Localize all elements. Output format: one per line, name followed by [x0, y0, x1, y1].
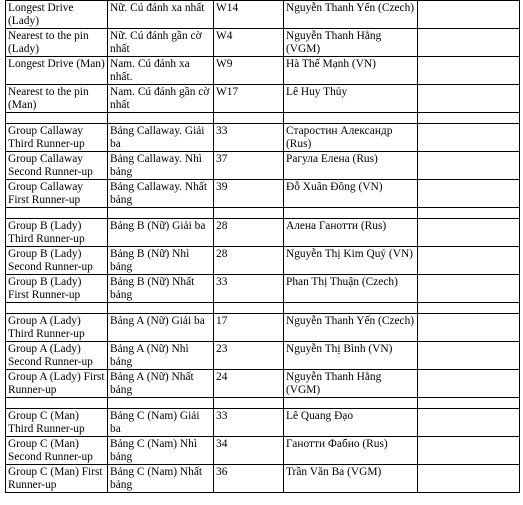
- winner-cell: [284, 124, 418, 152]
- award-en-cell: [6, 437, 108, 465]
- table-row: [6, 247, 520, 275]
- award-en-text: Group A (Lady) First Runner-up: [8, 371, 105, 396]
- award-en-cell: [6, 29, 108, 57]
- separator-cell: [418, 303, 520, 314]
- score-text: 34: [216, 438, 228, 450]
- blank-cell: [418, 465, 520, 493]
- score-cell: [214, 465, 284, 493]
- award-vi-cell: [108, 219, 214, 247]
- winner-cell: [284, 152, 418, 180]
- winner-text: Nguyễn Thanh Yến (Czech): [286, 315, 415, 327]
- score-text: 33: [216, 276, 228, 288]
- winner-cell: [284, 409, 418, 437]
- winner-text: Nguyễn Thị Bình (VN): [286, 343, 393, 355]
- award-en-text: Group Callaway Second Runner-up: [8, 153, 93, 178]
- separator-row: [6, 398, 520, 409]
- blank-cell: [418, 85, 520, 113]
- award-vi-cell: [108, 247, 214, 275]
- award-en-cell: [6, 465, 108, 493]
- award-vi-cell: [108, 314, 214, 342]
- award-vi-cell: [108, 409, 214, 437]
- winner-cell: [284, 465, 418, 493]
- award-en-text: Group C (Man) Second Runner-up: [8, 438, 93, 463]
- award-vi-text: Bảng C (Nam) Nhất bảng: [110, 466, 203, 491]
- winner-text: Phan Thị Thuận (Czech): [286, 276, 398, 288]
- award-en-cell: [6, 409, 108, 437]
- award-vi-cell: [108, 1, 214, 29]
- table-row: [6, 275, 520, 303]
- award-en-text: Group B (Lady) First Runner-up: [8, 276, 82, 301]
- score-text: 28: [216, 248, 228, 260]
- winner-text: Nguyễn Thanh Yến (Czech): [286, 2, 415, 14]
- winner-cell: [284, 275, 418, 303]
- award-vi-text: Bảng A (Nữ) Nhất bảng: [110, 371, 194, 396]
- score-text: 17: [216, 315, 228, 327]
- winner-cell: [284, 29, 418, 57]
- score-cell: [214, 370, 284, 398]
- blank-cell: [418, 1, 520, 29]
- award-en-text: Group A (Lady) Third Runner-up: [8, 315, 85, 340]
- winner-cell: [284, 57, 418, 85]
- blank-cell: [418, 437, 520, 465]
- winner-text: Nguyễn Thanh Hằng (VGM): [286, 30, 382, 55]
- separator-row: [6, 208, 520, 219]
- results-table-body: [6, 1, 520, 493]
- award-vi-cell: [108, 152, 214, 180]
- award-vi-cell: [108, 57, 214, 85]
- score-cell: [214, 409, 284, 437]
- separator-cell: [284, 303, 418, 314]
- blank-cell: [418, 409, 520, 437]
- winner-text: Nguyễn Thị Kim Quý (VN): [286, 248, 413, 260]
- award-en-text: Group C (Man) First Runner-up: [8, 466, 103, 491]
- award-en-cell: [6, 219, 108, 247]
- table-row: [6, 85, 520, 113]
- award-en-cell: [6, 152, 108, 180]
- blank-cell: [418, 370, 520, 398]
- award-vi-cell: [108, 370, 214, 398]
- separator-cell: [6, 208, 108, 219]
- table-row: [6, 219, 520, 247]
- award-en-text: Longest Drive (Lady): [8, 2, 74, 27]
- award-en-cell: [6, 57, 108, 85]
- award-vi-text: Bảng Callaway. Nhì bảng: [110, 153, 202, 178]
- score-cell: [214, 247, 284, 275]
- award-en-text: Group Callaway First Runner-up: [8, 181, 83, 206]
- score-text: 37: [216, 153, 228, 165]
- score-cell: [214, 85, 284, 113]
- winner-cell: [284, 219, 418, 247]
- score-cell: [214, 219, 284, 247]
- award-en-text: Nearest to the pin (Man): [8, 86, 89, 111]
- score-cell: [214, 124, 284, 152]
- award-en-text: Group A (Lady) Second Runner-up: [8, 343, 93, 368]
- score-text: W14: [216, 2, 239, 14]
- separator-cell: [418, 113, 520, 124]
- winner-text: Рагула Елена (Rus): [286, 153, 378, 165]
- winner-cell: [284, 1, 418, 29]
- winner-text: Алена Ганотти (Rus): [286, 220, 387, 232]
- award-vi-text: Bảng A (Nữ) Giải ba: [110, 315, 205, 327]
- separator-cell: [418, 398, 520, 409]
- score-cell: [214, 1, 284, 29]
- separator-cell: [214, 398, 284, 409]
- winner-text: Hà Thế Mạnh (VN): [286, 58, 376, 70]
- table-row: [6, 314, 520, 342]
- separator-cell: [108, 398, 214, 409]
- table-row: [6, 124, 520, 152]
- table-row: [6, 180, 520, 208]
- winner-cell: [284, 85, 418, 113]
- award-en-cell: [6, 314, 108, 342]
- winner-cell: [284, 342, 418, 370]
- blank-cell: [418, 180, 520, 208]
- score-cell: [214, 152, 284, 180]
- score-text: 24: [216, 371, 228, 383]
- separator-cell: [108, 208, 214, 219]
- award-vi-text: Bảng B (Nữ) Nhất bảng: [110, 276, 195, 301]
- score-text: 33: [216, 125, 228, 137]
- separator-cell: [108, 113, 214, 124]
- award-vi-text: Bảng Callaway. Nhất bảng: [110, 181, 208, 206]
- winner-text: Trần Văn Ba (VGM): [286, 466, 382, 478]
- blank-cell: [418, 152, 520, 180]
- table-row: [6, 465, 520, 493]
- separator-cell: [6, 398, 108, 409]
- table-row: [6, 57, 520, 85]
- separator-cell: [284, 398, 418, 409]
- award-vi-text: Bảng B (Nữ) Nhì bảng: [110, 248, 190, 273]
- blank-cell: [418, 342, 520, 370]
- award-vi-text: Nam. Cú đánh gần cờ nhất: [110, 86, 210, 111]
- score-text: W4: [216, 30, 233, 42]
- separator-cell: [6, 113, 108, 124]
- score-text: 23: [216, 343, 228, 355]
- award-vi-cell: [108, 342, 214, 370]
- award-en-text: Group C (Man) Third Runner-up: [8, 410, 85, 435]
- score-cell: [214, 437, 284, 465]
- results-table: [5, 0, 520, 493]
- blank-cell: [418, 57, 520, 85]
- separator-cell: [214, 208, 284, 219]
- winner-cell: [284, 370, 418, 398]
- score-text: 33: [216, 410, 228, 422]
- winner-cell: [284, 247, 418, 275]
- award-vi-cell: [108, 29, 214, 57]
- score-text: W17: [216, 86, 239, 98]
- winner-text: Lê Huy Thủy: [286, 86, 348, 98]
- separator-row: [6, 303, 520, 314]
- blank-cell: [418, 314, 520, 342]
- score-cell: [214, 180, 284, 208]
- winner-cell: [284, 180, 418, 208]
- blank-cell: [418, 29, 520, 57]
- table-row: [6, 342, 520, 370]
- award-vi-text: Nam. Cú đánh xa nhất.: [110, 58, 190, 83]
- score-text: 39: [216, 181, 228, 193]
- winner-text: Nguyễn Thanh Hằng (VGM): [286, 371, 382, 396]
- table-row: [6, 1, 520, 29]
- award-vi-cell: [108, 85, 214, 113]
- award-en-text: Group Callaway Third Runner-up: [8, 125, 85, 150]
- award-vi-cell: [108, 465, 214, 493]
- winner-cell: [284, 314, 418, 342]
- score-text: 28: [216, 220, 228, 232]
- award-vi-cell: [108, 437, 214, 465]
- separator-cell: [6, 303, 108, 314]
- winner-text: Đỗ Xuân Đông (VN): [286, 181, 383, 193]
- separator-cell: [214, 303, 284, 314]
- winner-text: Старостин Александр (Rus): [286, 125, 393, 150]
- award-en-cell: [6, 124, 108, 152]
- score-cell: [214, 29, 284, 57]
- winner-cell: [284, 437, 418, 465]
- award-en-cell: [6, 342, 108, 370]
- award-vi-cell: [108, 124, 214, 152]
- winner-text: Ганотти Фабио (Rus): [286, 438, 388, 450]
- table-row: [6, 409, 520, 437]
- table-row: [6, 29, 520, 57]
- award-vi-text: Nữ. Cú đánh xa nhất: [110, 2, 205, 14]
- separator-row: [6, 113, 520, 124]
- score-text: W9: [216, 58, 233, 70]
- separator-cell: [108, 303, 214, 314]
- winner-text: Lê Quang Đạo: [286, 410, 354, 422]
- score-cell: [214, 275, 284, 303]
- award-en-cell: [6, 1, 108, 29]
- blank-cell: [418, 124, 520, 152]
- blank-cell: [418, 275, 520, 303]
- separator-cell: [418, 208, 520, 219]
- separator-cell: [214, 113, 284, 124]
- award-en-cell: [6, 180, 108, 208]
- award-en-text: Longest Drive (Man): [8, 58, 105, 70]
- score-cell: [214, 342, 284, 370]
- award-en-cell: [6, 247, 108, 275]
- award-vi-cell: [108, 180, 214, 208]
- award-vi-text: Bảng B (Nữ) Giải ba: [110, 220, 206, 232]
- award-en-text: Group B (Lady) Third Runner-up: [8, 220, 85, 245]
- award-en-cell: [6, 370, 108, 398]
- blank-cell: [418, 247, 520, 275]
- score-text: 36: [216, 466, 228, 478]
- award-en-text: Group B (Lady) Second Runner-up: [8, 248, 93, 273]
- award-en-text: Nearest to the pin (Lady): [8, 30, 89, 55]
- score-cell: [214, 57, 284, 85]
- award-vi-text: Bảng A (Nữ) Nhì bảng: [110, 343, 189, 368]
- score-cell: [214, 314, 284, 342]
- award-en-cell: [6, 275, 108, 303]
- table-row: [6, 152, 520, 180]
- separator-cell: [284, 113, 418, 124]
- table-row: [6, 437, 520, 465]
- award-vi-text: Bảng C (Nam) Nhì bảng: [110, 438, 197, 463]
- award-vi-text: Bảng Callaway. Giải ba: [110, 125, 205, 150]
- award-vi-cell: [108, 275, 214, 303]
- blank-cell: [418, 219, 520, 247]
- table-row: [6, 370, 520, 398]
- award-vi-text: Nữ. Cú đánh gần cờ nhất: [110, 30, 202, 55]
- award-en-cell: [6, 85, 108, 113]
- separator-cell: [284, 208, 418, 219]
- award-vi-text: Bảng C (Nam) Giải ba: [110, 410, 200, 435]
